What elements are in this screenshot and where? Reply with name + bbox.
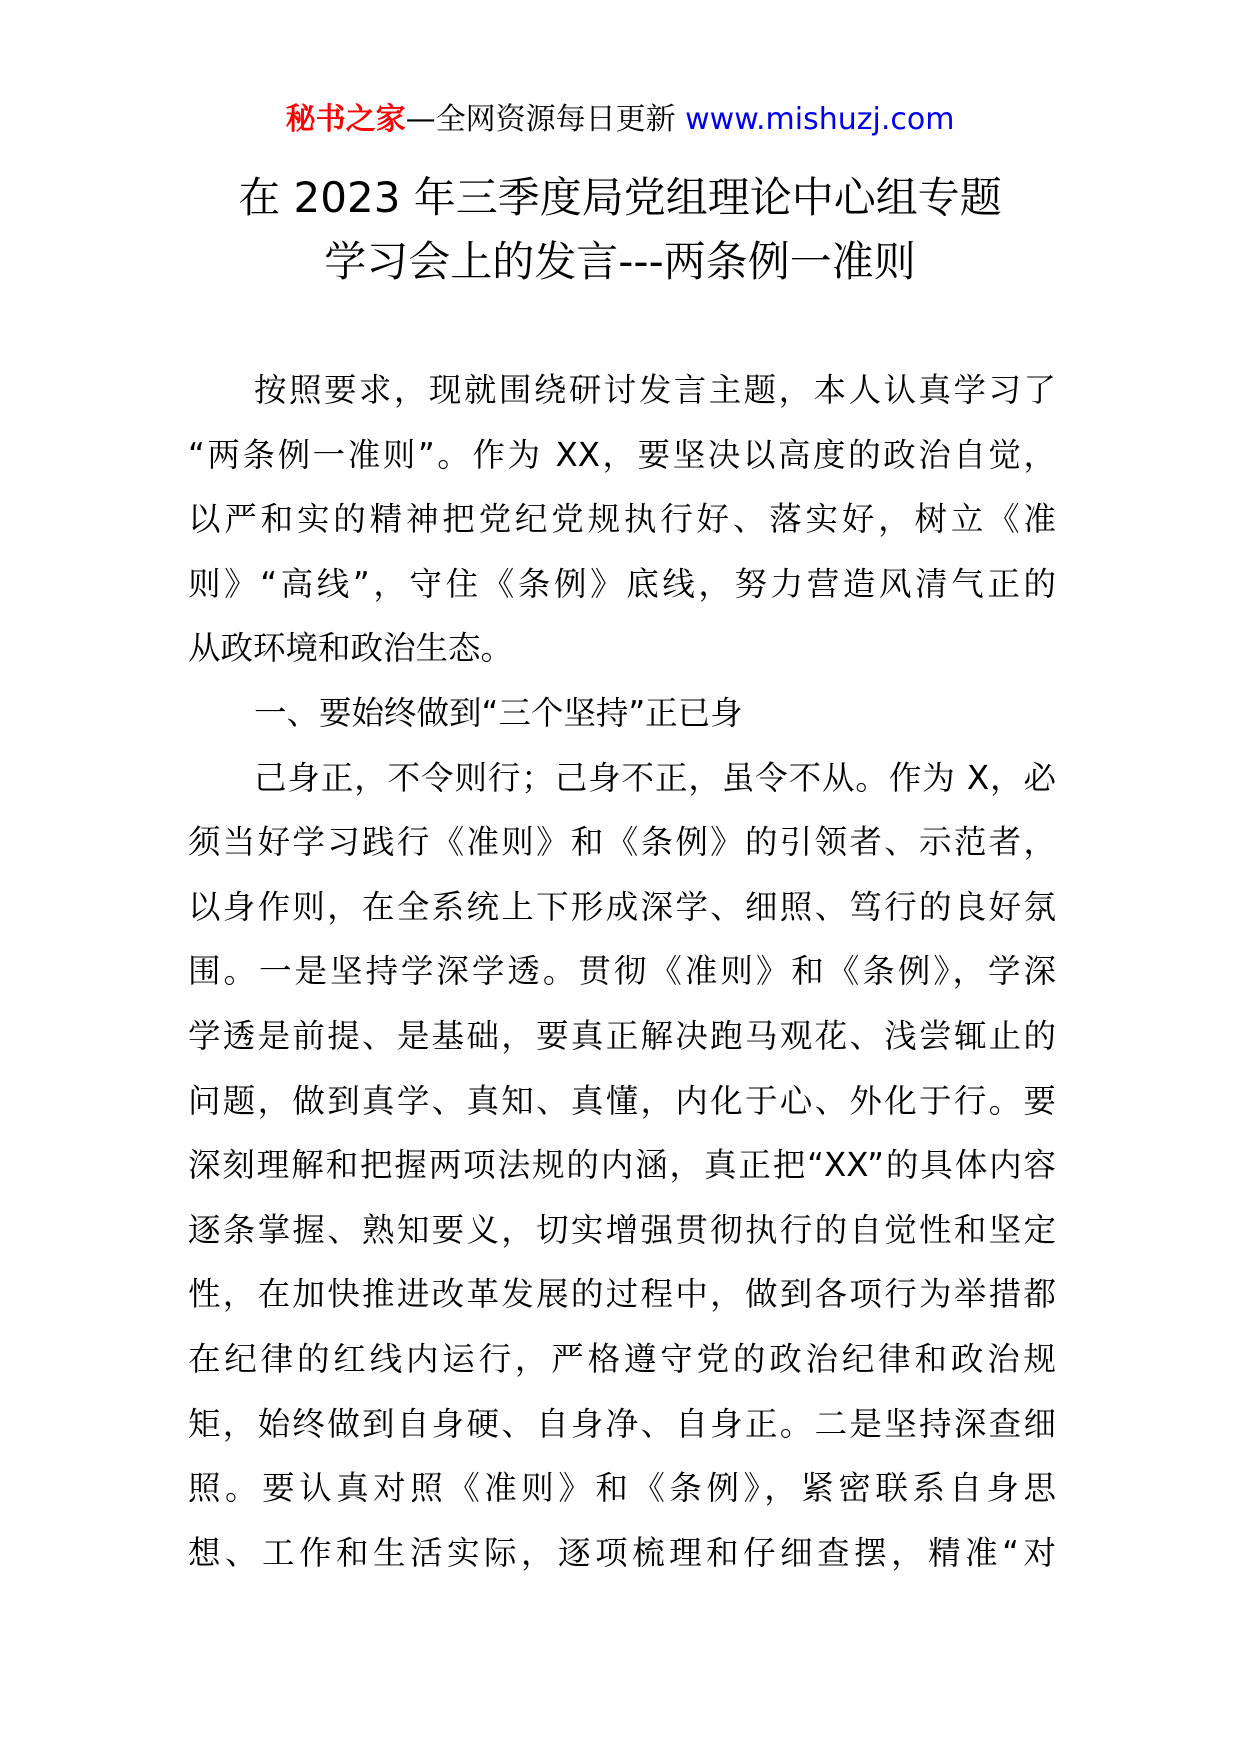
section-heading: 一、要始终做到“三个坚持”正已身 bbox=[254, 693, 743, 732]
site-header bbox=[0, 100, 1240, 140]
body-line: 在纪律的红线内运行，严格遵守党的政治纪律和政治规 bbox=[188, 1339, 1056, 1378]
body-line: 问题，做到真学、真知、真懂，内化于心、外化于行。要 bbox=[188, 1081, 1056, 1120]
body-line: 围。一是坚持学深学透。贯彻《准则》和《条例》，学深 bbox=[188, 952, 1056, 991]
body-line: 以身作则，在全系统上下形成深学、细照、笃行的良好氛 bbox=[188, 887, 1056, 926]
body-line: 照。要认真对照《准则》和《条例》，紧密联系自身思 bbox=[188, 1469, 1056, 1508]
document-body bbox=[188, 358, 1056, 1585]
body-line: 须当好学习践行《准则》和《条例》的引领者、示范者， bbox=[188, 823, 1056, 862]
title-line-2: 学习会上的发言---两条例一准则 bbox=[324, 237, 916, 286]
body-line: 想、工作和生活实际，逐项梳理和仔细查摆，精准“对 bbox=[188, 1533, 1056, 1572]
body-line: 从政环境和政治生态。 bbox=[188, 629, 514, 668]
document-title bbox=[150, 166, 1090, 294]
header-brand: 秘书之家 bbox=[285, 102, 406, 137]
header-tagline: —全网资源每日更新 bbox=[405, 102, 686, 137]
header-url-link[interactable]: www.mishuzj.com bbox=[685, 102, 955, 137]
body-line: 深刻理解和把握两项法规的内涵，真正把“XX”的具体内容 bbox=[188, 1146, 1056, 1185]
body-line: 按照要求，现就围绕研讨发言主题，本人认真学习了 bbox=[254, 371, 1056, 409]
body-line: 以严和实的精神把党纪党规执行好、落实好，树立《准 bbox=[188, 500, 1056, 539]
body-line: “两条例一准则”。作为 XX，要坚决以高度的政治自觉， bbox=[188, 435, 1056, 474]
body-line: 学透是前提、是基础，要真正解决跑马观花、浅尝辄止的 bbox=[188, 1016, 1056, 1055]
body-line: 逐条掌握、熟知要义，切实增强贯彻执行的自觉性和坚定 bbox=[188, 1210, 1056, 1249]
title-line-1: 在 2023 年三季度局党组理论中心组专题 bbox=[238, 173, 1002, 222]
body-line: 矩，始终做到自身硬、自身净、自身正。二是坚持深查细 bbox=[188, 1404, 1056, 1443]
body-line: 己身正，不令则行；己身不正，虽令不从。作为 X，必 bbox=[254, 758, 1056, 797]
body-line: 则》“高线”，守住《条例》底线，努力营造风清气正的 bbox=[188, 564, 1056, 603]
body-line: 性，在加快推进改革发展的过程中，做到各项行为举措都 bbox=[188, 1275, 1056, 1314]
